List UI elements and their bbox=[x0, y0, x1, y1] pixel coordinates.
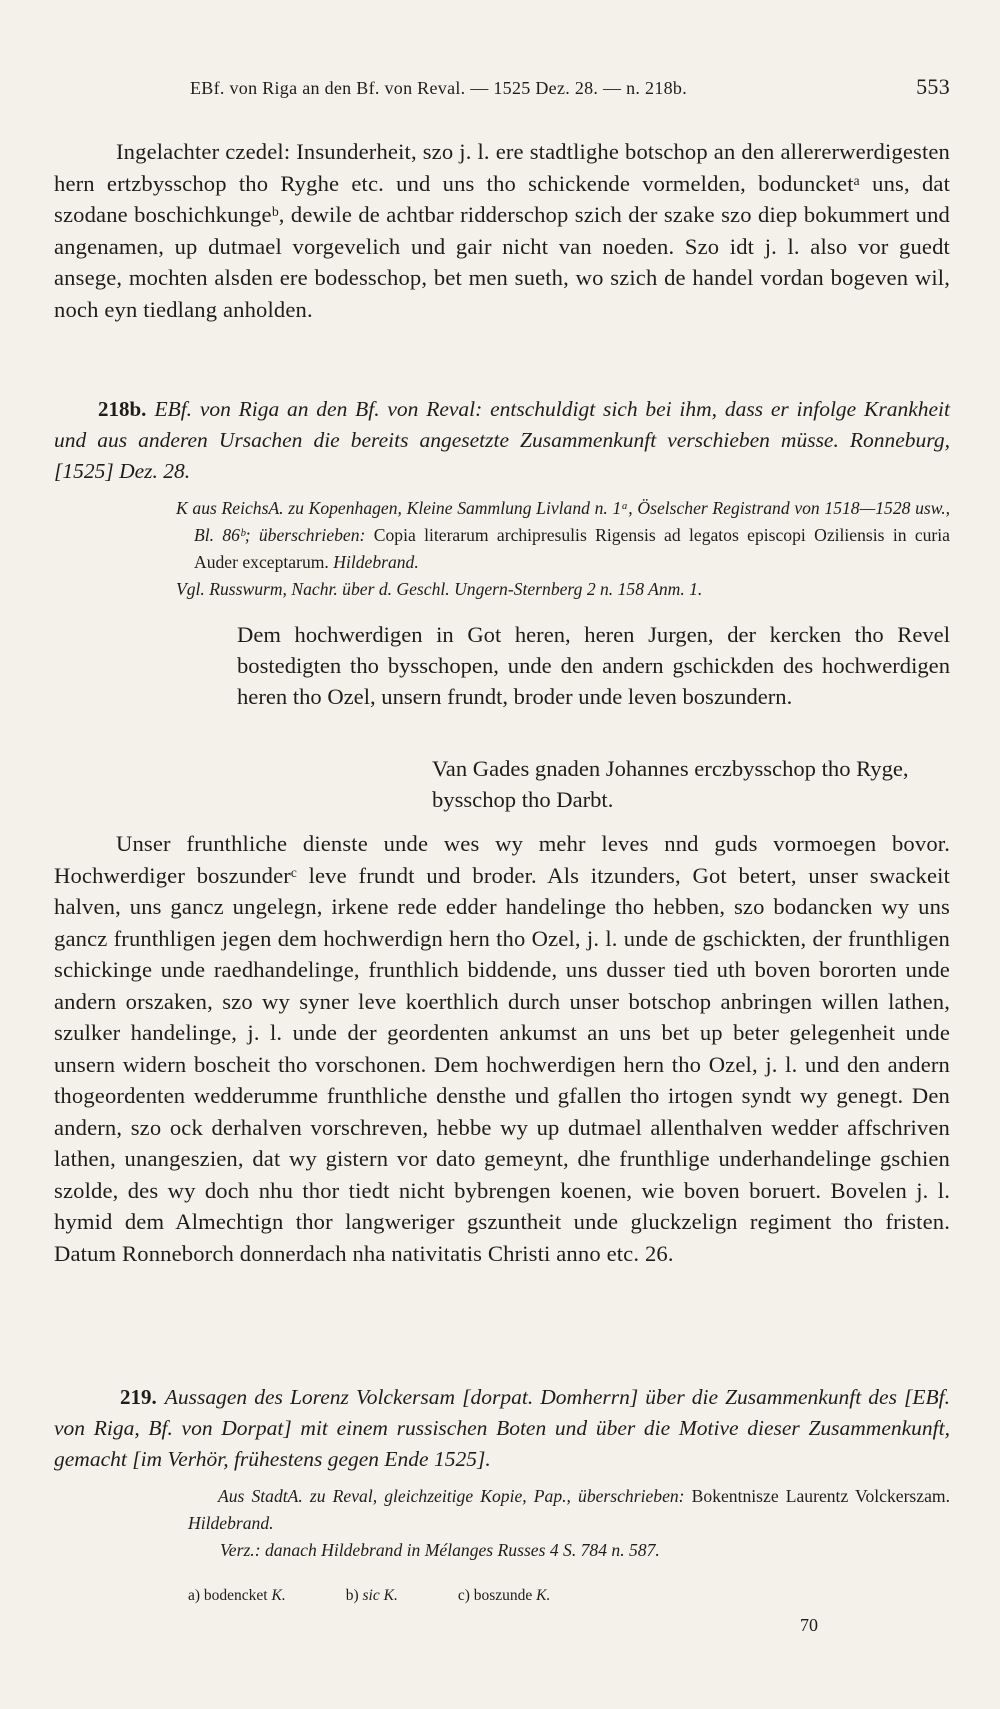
footnote-mark: a) bbox=[188, 1587, 201, 1604]
footnotes bbox=[188, 1587, 888, 1605]
footnote-a bbox=[188, 1587, 286, 1605]
footnote-siglum: K. bbox=[383, 1587, 398, 1604]
entry-218b-title: EBf. von Riga an den Bf. von Reval: entschuldigt sich bei ihm, dass er infolge Krankheit und aus anderen Ursachen die bereits angesetzte Zusammenkunft verschieben müsse. Ronneburg, [1525] Dez. 28. bbox=[54, 397, 950, 483]
page-number: 553 bbox=[916, 74, 950, 99]
entry-219-source-1: Aus StadtA. zu Reval, gleichzeitige Kopie, Pap., überschrieben: bbox=[218, 1486, 685, 1506]
footnote-c bbox=[458, 1587, 551, 1605]
entry-218b-address: Dem hochwerdigen in Got heren, heren Jurgen, der kercken tho Revel bostedigten tho bysschopen, unde den andern gschickden des hochwerdigen heren tho Ozel, unsern frundt, broder unde leven boszundern. bbox=[237, 622, 950, 709]
intro-paragraph: Ingelachter czedel: Insunderheit, szo j. l. ere stadtlighe botschop an den allererwerdigesten hern ertzbysschop tho Ryghe etc. und uns tho schickende vormelden, boduncketᵃ uns, dat szodane boschichkungeᵇ, dewile de achtbar ridderschop szich der szake szo diep bokummert und angenamen, up dutmael vorgevelich und gair nicht van noeden. Szo idt j. l. also vor guedt ansege, mochten alsden ere bodesschop, bet men sueth, wo szich de handel vordan bogeven wil, noch eyn tiedlang anholden. bbox=[54, 139, 950, 322]
entry-219-heading bbox=[54, 1382, 950, 1475]
entry-219-source-1-roman: Bokentnisze Laurentz Volckerszam. bbox=[691, 1486, 950, 1506]
footnote-text: sic bbox=[362, 1587, 380, 1604]
entry-218b-source-1: K aus ReichsA. zu Kopenhagen, Kleine Sammlung Livland n. 1ᵃ, Öselscher Registrand von 1518—1528 usw., Bl. 86ᵇ; überschrieben: bbox=[176, 498, 950, 545]
running-header bbox=[190, 74, 950, 100]
signature-mark: 70 bbox=[800, 1615, 818, 1635]
footnote-siglum: K. bbox=[536, 1587, 551, 1604]
entry-219-title: Aussagen des Lorenz Volckersam [dorpat. Domherrn] über die Zusammenkunft des [EBf. von Riga, Bf. von Dorpat] mit einem russischen Boten und über die Motive dieser Zusammenkunft, gemacht [im Verhör, frühestens gegen Ende 1525]. bbox=[54, 1385, 950, 1471]
entry-219-number: 219. bbox=[120, 1385, 157, 1409]
entry-218b-heading bbox=[54, 394, 950, 487]
entry-219-source-1-editor: Hildebrand. bbox=[188, 1513, 274, 1533]
footnote-mark: c) bbox=[457, 1587, 470, 1604]
footnote-siglum: K. bbox=[271, 1587, 286, 1604]
footnote-text: bodencket bbox=[203, 1587, 268, 1604]
entry-218b-body: Unser frunthliche dienste unde wes wy mehr leves nnd guds vormoegen bovor. Hochwerdiger boszunderᶜ leve frundt und broder. Als itzunders, Got betert, unser swackeit halven, uns gancz ungelegn, irkene rede edder handelinge tho hebben, szo bodancken wy uns gancz frunthligen jegen dem hochwerdign hern tho Ozel, j. l. unde de gschickten, der frunthligen schickinge unde raedhandelinge, frunthlich biddende, uns dusser tied uth boven bororten unde andern orszaken, szo wy syner leve koerthlich durch unser botschop anbringen willen lathen, szulker handelinge, j. l. unde der geordenten ankumst an uns bet up beter gelegenheit unde unsern widern boscheit tho vorschonen. Dem hochwerdigen hern tho Ozel, j. l. und den andern thogeordenten wedderumme frunthliche densthe und gfallen tho irtogen syndt wy genegt. Den andern, szo ock derhalven vorschreven, hebbe wy up dutmael allenthalven wedder affschriven lathen, unangeszien, dat wy gistern vor dato gemeynt, dhe frunthlige underhandelinge gschien szolde, des wy doch nhu thor tiedt nicht bybrengen koenen, wie boven boruert. Bovelen j. l. hymid dem Almechtign thor langweriger gszuntheit unde gluckzelign regiment tho fristen. Datum Ronneborch donnerdach nha nativitatis Christi anno etc. 26. bbox=[54, 831, 950, 1266]
running-title: EBf. von Riga an den Bf. von Reval. — 1525 Dez. 28. — n. 218b. bbox=[190, 78, 688, 98]
entry-218b-source-1-editor: Hildebrand. bbox=[333, 552, 419, 572]
footnote-mark: b) bbox=[345, 1587, 359, 1604]
entry-219-sources bbox=[188, 1483, 950, 1564]
entry-219-source-2: Verz.: danach Hildebrand in Mélanges Russes 4 S. 784 n. 587. bbox=[220, 1540, 660, 1560]
footnote-text: boszunde bbox=[473, 1587, 533, 1604]
entry-218b-sources bbox=[176, 495, 950, 603]
footnote-b bbox=[346, 1587, 398, 1605]
entry-218b-source-2: Vgl. Russwurm, Nachr. über d. Geschl. Ungern-Sternberg 2 n. 158 Anm. 1. bbox=[176, 579, 703, 599]
entry-218b-sender: Van Gades gnaden Johannes erczbysschop tho Ryge, bysschop tho Darbt. bbox=[432, 756, 909, 812]
entry-218b-source-1-roman: Copia literarum archipresulis Rigensis ad legatos episcopi Oziliensis in curia Auder exceptarum. bbox=[194, 525, 950, 572]
entry-218b-number: 218b. bbox=[98, 397, 147, 421]
